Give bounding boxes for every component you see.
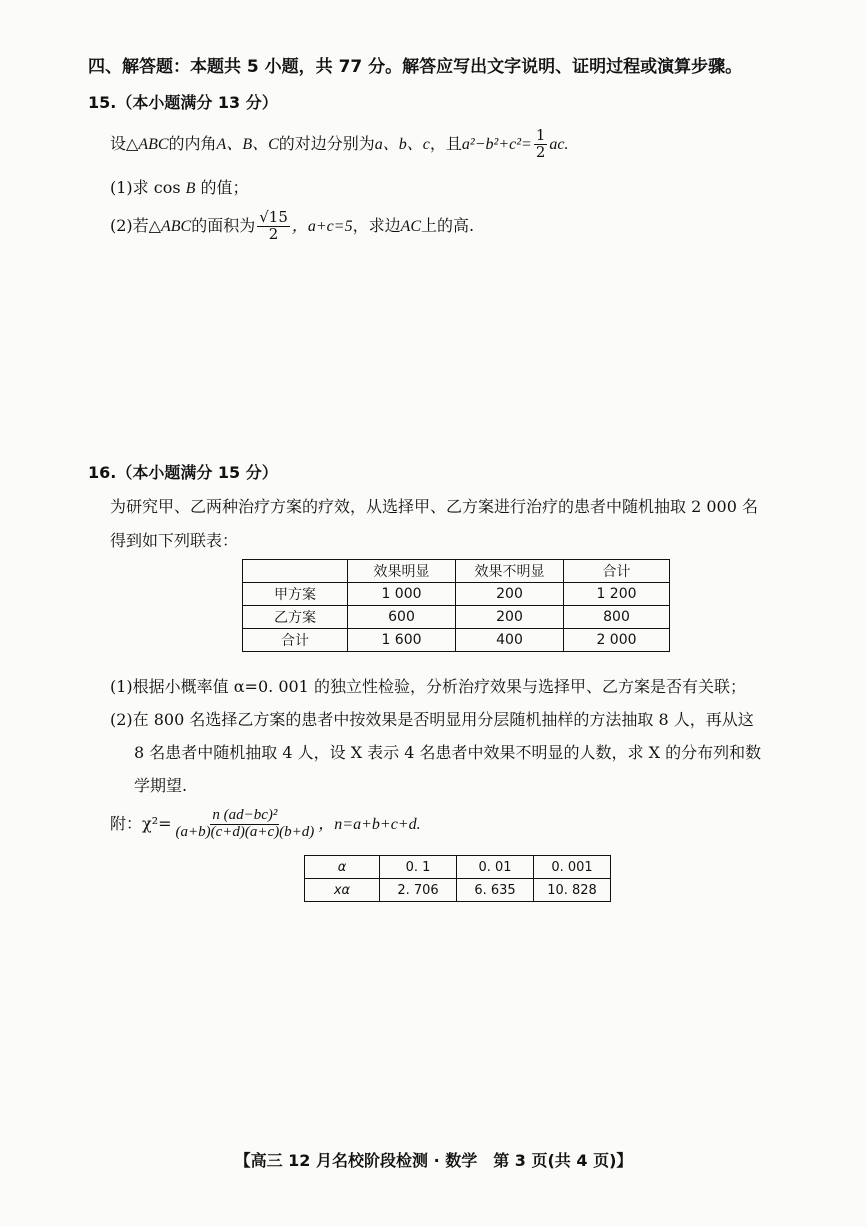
formula-prefix: 附：χ²=: [110, 813, 172, 833]
q15-stem-equation: a²−b²+c²=: [461, 135, 532, 153]
page-footer: 【高三 12 月名校阶段检测 · 数学 第 3 页(共 4 页)】: [234, 1151, 633, 1170]
chi-square-fraction: $\frac{\text{n (ad−bc)²}}{(a+b)(c+d)(a+c)(b+d)}$: [175, 807, 315, 840]
q16-part2-line3: 学期望.: [134, 776, 188, 795]
table-row: [243, 606, 670, 629]
table-cell: α: [305, 856, 380, 879]
table-header-row: [243, 560, 670, 583]
q16-part1: (1)根据小概率值 α=0. 001 的独立性检验，分析治疗效果与选择甲、乙方案是否有关联；: [110, 677, 746, 696]
q15-header: 15.（本小题满分 13 分）: [88, 93, 278, 112]
table-cell: 合计: [564, 560, 670, 583]
table-cell: 600: [348, 606, 456, 629]
table-cell: xα: [305, 879, 380, 902]
table-cell: 1 000: [348, 583, 456, 606]
q15-area-fraction: $\frac{√15}{2}$: [259, 208, 288, 243]
q15-stem-triangle: ABC: [138, 135, 169, 153]
table-cell: 0. 1: [380, 856, 457, 879]
table-cell: 10. 828: [534, 879, 611, 902]
table-cell: 乙方案: [243, 606, 348, 629]
q15-part2: (2)若△ABC的面积为 $\frac{√15}{2}$ ，a+c=5，求边AC上的高.: [110, 208, 475, 243]
table-cell: 效果明显: [348, 560, 456, 583]
table-cell: 0. 001: [534, 856, 611, 879]
q15-stem-tail: ac.: [549, 135, 569, 153]
table-cell: 1 600: [348, 629, 456, 652]
q16-part2-line2: 8 名患者中随机抽取 4 人，设 X 表示 4 名患者中效果不明显的人数，求 X 的分布列和数: [134, 743, 762, 762]
critical-value-table: [304, 855, 611, 902]
table-cell: 200: [456, 606, 564, 629]
table-row: [243, 629, 670, 652]
q15-stem-text: 的内角: [168, 133, 217, 153]
table-row: [305, 879, 611, 902]
table-cell: 200: [456, 583, 564, 606]
table-cell: 2 000: [564, 629, 670, 652]
q16-intro-line2: 得到如下列联表：: [110, 531, 239, 550]
q15-stem-and: ，且: [429, 133, 462, 153]
q15-stem-angles: A、B、C: [216, 135, 279, 153]
q16-part2-line1: (2)在 800 名选择乙方案的患者中按效果是否明显用分层随机抽样的方法抽取 8 人，再从这: [110, 710, 754, 729]
table-cell: 甲方案: [243, 583, 348, 606]
table-cell: 400: [456, 629, 564, 652]
table-cell: 0. 01: [457, 856, 534, 879]
table-cell: 合计: [243, 629, 348, 652]
q16-header: 16.（本小题满分 15 分）: [88, 463, 278, 482]
formula-suffix: ，n=a+b+c+d.: [318, 815, 421, 833]
q15-stem: [110, 128, 568, 161]
table-row: [305, 856, 611, 879]
table-cell: 6. 635: [457, 879, 534, 902]
q15-stem-fraction: $\frac{1}{2}$: [535, 126, 546, 161]
q15-part1: (1)求 cos B 的值；: [110, 178, 249, 197]
table-cell: [243, 560, 348, 583]
table-row: [243, 583, 670, 606]
table-cell: 效果不明显: [456, 560, 564, 583]
table-cell: 2. 706: [380, 879, 457, 902]
table-cell: 800: [564, 606, 670, 629]
q15-stem-text2: 的对边分别为: [278, 133, 375, 153]
contingency-table: [242, 559, 670, 652]
q16-appendix-formula: [110, 808, 421, 841]
table-cell: 1 200: [564, 583, 670, 606]
q15-stem-sides: a、b、c: [374, 135, 430, 153]
q15-stem-prefix: 设△: [110, 133, 139, 153]
q16-intro-line1: 为研究甲、乙两种治疗方案的疗效，从选择甲、乙方案进行治疗的患者中随机抽取 2 000 名: [110, 497, 758, 516]
section-title: 四、解答题：本题共 5 小题，共 77 分。解答应写出文字说明、证明过程或演算步骤。: [88, 57, 743, 77]
